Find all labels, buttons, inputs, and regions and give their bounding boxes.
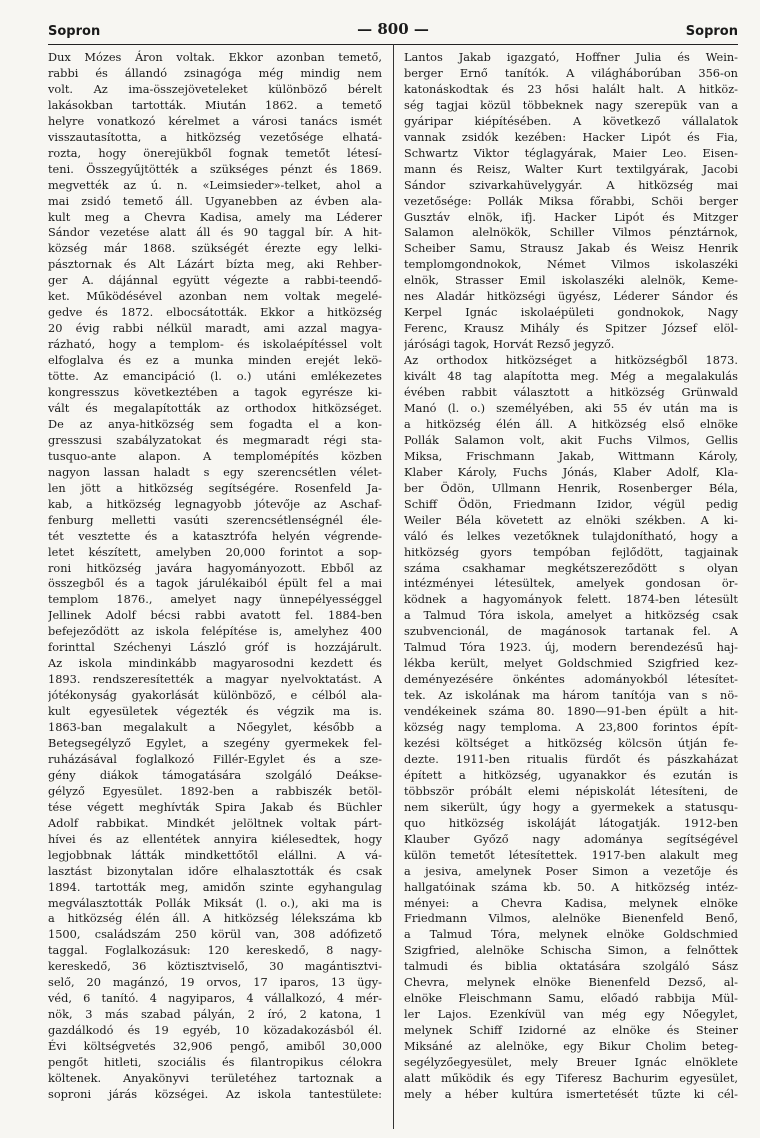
text-line: kereskedő, 36 köztisztviselő, 30 magántisztvi-: [48, 959, 382, 974]
text-line: len jött a hitközség segítségére. Rosenfeld Ja-: [48, 480, 382, 495]
text-line: Chevra, melynek elnöke Bienenfeld Dezső, al-: [404, 975, 738, 990]
text-line: mely a héber kultúra ismertetését tűzte ki cél-: [404, 1086, 738, 1101]
text-line: Lantos Jakab igazgató, Hoffner Julia és Wein-: [404, 50, 738, 64]
text-line: templom 1876., amelyet nagy ünnepélyességgel: [48, 592, 382, 607]
text-line: deményezésére önkéntes adományokból létesítet-: [404, 672, 738, 687]
text-line: kezési költséget a hitközség kölcsön útján fe-: [404, 735, 738, 750]
text-line: melynek Schiff Izidorné az elnöke és Steiner: [404, 1023, 738, 1038]
text-line: elfoglalva és ez a munka minden erejét lekö-: [48, 353, 382, 368]
text-line: berger Ernő tanítók. A világháborúban 356-on: [404, 65, 738, 80]
text-line: visszautasította, a hitközség vezetősége elhatá-: [48, 129, 382, 144]
text-line: rabbi és állandó zsinagóga még mindig nem: [48, 65, 382, 80]
text-line: száma csakhamar megkétszereződött s olyan: [404, 560, 738, 575]
text-line: Ferenc, Krausz Mihály és Spitzer József elöl-: [404, 321, 738, 336]
text-line: a Talmud Tóra, melynek elnöke Goldschmied: [404, 927, 738, 942]
text-line: jótékonyság gyakorlását különböző, e célból ala-: [48, 688, 382, 703]
text-line: Jellinek Adolf bécsi rabbi avatott fel. 1884-ben: [48, 608, 382, 623]
text-line: ket. Működésével azonban nem voltak megelé-: [48, 289, 382, 304]
text-line: tése végett meghívták Spira Jakab és Büchler: [48, 799, 382, 814]
text-line: ber Ödön, Ullmann Henrik, Rosenberger Béla,: [404, 480, 738, 495]
text-line: megválasztották Pollák Miksát (l. o.), aki ma is: [48, 895, 382, 910]
text-line: vált és megalapították az orthodox hitközséget.: [48, 400, 382, 415]
text-line: járósági tagok, Horvát Rezső jegyző.: [404, 337, 615, 352]
text-line: szubvencionál, de magánosok tartanak fel. A: [404, 624, 738, 639]
text-line: Sándor szivarkahüvelygyár. A hitközség mai: [404, 177, 738, 192]
text-line: Szigfried, alelnöke Schischa Simon, a felnőttek: [404, 943, 738, 958]
text-line: tek. Az iskolának ma három tanítója van s nö-: [404, 688, 738, 703]
text-line: mann és Reisz, Walter Kurt textilgyárak, Jacobi: [404, 161, 738, 176]
text-line: Az iskola mindinkább magyarosodni kezdett és: [48, 656, 382, 671]
text-line: vannak zsidók kezében: Hacker Lipót és Fia,: [404, 129, 738, 144]
text-line: roni hitközség javára hagyományozott. Ebből az: [48, 560, 382, 575]
text-line: intézményei létesültek, amelyek gondosan ör-: [404, 576, 738, 591]
text-line: helyre vonatkozó kérelmet a városi tanács ismét: [48, 113, 382, 128]
text-line: gedve és 1872. elbocsátották. Ekkor a hitközség: [48, 305, 382, 320]
text-line: kult meg a Chevra Kadisa, amely ma Léderer: [48, 209, 382, 224]
text-line: Évi költségvetés 32,906 pengő, amiből 30,000: [48, 1039, 382, 1054]
text-line: mai zsidó temető áll. Ugyanebben az évben ala-: [48, 193, 382, 208]
text-line: teni. Összegyűjtötték a szükséges pénzt és 1869.: [48, 161, 382, 176]
text-line: befejeződött az iskola felépítése is, amelyhez 400: [48, 624, 382, 639]
text-line: nem sikerült, úgy hogy a gyermekek a statusqu-: [404, 799, 738, 814]
text-line: Klauber Győző nagy adománya segítségével: [404, 831, 738, 846]
text-line: pásztornak és Alt Lázárt bízta meg, aki Rehber-: [48, 257, 382, 272]
text-line: váló és lelkes vezetőknek tulajdonítható, hogy a: [404, 528, 738, 543]
text-line: többször próbált elemi népiskolát létesíteni, de: [404, 783, 738, 798]
text-line: legjobbnak látták mindkettőtől elállni. A vá-: [48, 847, 382, 862]
text-line: költenek. Anyakönyvi területéhez tartoznak a: [48, 1071, 382, 1085]
text-line: kivált 48 tag alapította meg. Még a megalakulás: [404, 369, 738, 384]
left-column: [48, 50, 382, 1128]
text-line: letet készített, amelyben 20,000 forintot a sop-: [48, 544, 382, 559]
text-line: Schwartz Viktor téglagyárak, Maier Leo. Eisen-: [404, 145, 738, 160]
text-line: elnök, Strasser Emil iskolaszéki alelnök, Keme-: [404, 273, 738, 288]
text-line: megvették az ú. n. «Leimsieder»-telket, ahol a: [48, 177, 382, 192]
text-line: templomgondnokok, Német Vilmos iskolaszéki: [404, 257, 738, 272]
right-column: [404, 50, 738, 1128]
text-line: tét vesztette és a katasztrófa helyén végrende-: [48, 528, 382, 543]
text-line: 1863-ban megalakult a Nőegylet, később a: [48, 720, 382, 735]
text-line: talmudi és biblia oktatására szolgáló Sász: [404, 959, 738, 974]
text-line: Pollák Salamon volt, akit Fuchs Vilmos, Gellis: [404, 432, 738, 447]
text-line: gresszusi szabályzatokat és megmaradt régi sta-: [48, 432, 382, 447]
text-line: a Talmud Tóra iskola, amelyet a hitközség csak: [404, 608, 738, 623]
text-line: taggal. Foglalkozásuk: 120 kereskedő, 8 nagy-: [48, 943, 382, 958]
header-right-title: Sopron: [685, 24, 738, 39]
text-line: kult egyesületek végezték és végzik ma is.: [48, 704, 382, 719]
text-line: Az orthodox hitközséget a hitközségből 1873.: [404, 353, 738, 368]
text-line: nök, 3 más szabad pályán, 2 író, 2 katona, 1: [48, 1007, 382, 1022]
text-line: dezte. 1911-ben ritualis fürdőt és pászkaházat: [404, 751, 738, 766]
text-line: quo hitközség iskoláját látogatják. 1912-ben: [404, 815, 738, 830]
text-line: évében rabbit választott a hitközség Grünwald: [404, 385, 738, 400]
text-line: a hitközség élén áll. A hitközség lélekszáma kb: [48, 911, 382, 926]
text-line: ruházásával foglalkozó Fillér-Egylet és a sze-: [48, 751, 382, 766]
text-line: Dux Mózes Áron voltak. Ekkor azonban temető,: [48, 50, 382, 64]
page-number: — 800 —: [357, 20, 429, 38]
text-line: Salamon alelnökök, Schiller Vilmos pénztárnok,: [404, 225, 738, 240]
text-line: gazdálkodó és 19 egyéb, 10 közadakozásból él.: [48, 1023, 382, 1038]
header-left-title: Sopron: [48, 24, 101, 39]
text-line: gélyző Egyesület. 1892-ben a rabbiszék betöl-: [48, 783, 382, 798]
text-line: ger A. dájánnal együtt végezte a rabbi-teendő-: [48, 273, 382, 288]
text-line: Miksáné az alelnöke, egy Bikur Cholim beteg-: [404, 1039, 738, 1054]
text-line: véd, 6 tanító. 4 nagyiparos, 4 vállalkozó, 4 mér-: [48, 991, 382, 1006]
text-line: külön temetőt létesítettek. 1917-ben alakult meg: [404, 847, 738, 862]
text-line: Friedmann Vilmos, alelnöke Bienenfeld Benő,: [404, 911, 738, 926]
text-line: a jesiva, amelynek Poser Simon a vezetője és: [404, 863, 738, 878]
text-line: Adolf rabbikat. Mindkét jelöltnek voltak párt-: [48, 815, 382, 830]
text-line: Betegsegélyző Egylet, a szegény gyermekek fel-: [48, 735, 382, 750]
text-line: katonáskodtak és 23 hősi halált halt. A hitköz-: [404, 81, 738, 96]
text-line: hívei és az ellentétek annyira kiélesedtek, hogy: [48, 831, 382, 846]
text-line: Weiler Béla követett az elnöki székben. A ki-: [404, 512, 738, 527]
text-line: gyáripar kiépítésében. A következő vállalatok: [404, 113, 738, 128]
text-line: ség tagjai közül többeknek nagy szerepük van a: [404, 97, 738, 112]
text-line: 1500, családszám 250 körül van, 308 adófizető: [48, 927, 382, 942]
text-line: hitközség gyors tempóban fejlődött, tagjainak: [404, 544, 738, 559]
text-line: kab, a hitközség legnagyobb jótevője az Aschaf-: [48, 496, 382, 511]
text-line: Klaber Károly, Fuchs Jónás, Klaber Adolf, Kla-: [404, 464, 738, 479]
text-line: 20 évig rabbi nélkül maradt, ami azzal magya-: [48, 321, 382, 336]
text-line: selő, 20 magánzó, 19 orvos, 17 iparos, 13 ügy-: [48, 975, 382, 990]
column-divider: [393, 44, 394, 1129]
text-line: Scheiber Samu, Strausz Jakab és Weisz Henrik: [404, 241, 738, 256]
text-line: pengőt hitleti, szociális és filantropikus célokra: [48, 1055, 382, 1070]
text-line: vendékeinek száma 80. 1890—91-ben épült a hit-: [404, 704, 738, 719]
text-line: Manó (l. o.) személyében, aki 55 év után ma is: [404, 400, 738, 415]
text-line: Kerpel Ignác iskolaépületi gondnokok, Nagy: [404, 305, 738, 320]
running-header: [48, 20, 738, 42]
text-line: gény diákok támogatására szolgáló Deákse-: [48, 767, 382, 782]
text-line: forinttal Széchenyi László gróf is hozzájárult.: [48, 640, 382, 655]
text-line: fenburg melletti vasúti szerencsétlenségnél éle-: [48, 512, 382, 527]
text-line: Talmud Tóra 1923. új, modern berendezésű haj-: [404, 640, 738, 655]
text-line: nagyon lassan haladt s egy szerencsétlen vélet-: [48, 464, 382, 479]
text-line: volt. Az ima-összejöveteleket különböző bérelt: [48, 81, 382, 96]
text-line: alatt működik és egy Tiferesz Bachurim egyesület,: [404, 1071, 738, 1085]
text-line: elnöke Fleischmann Samu, előadó rabbija Mül-: [404, 991, 738, 1006]
text-line: nes Aladár hitközségi ügyész, Léderer Sándor és: [404, 289, 738, 304]
text-line: tötte. Az emancipáció (l. o.) utáni emlékezetes: [48, 369, 382, 384]
text-line: 1893. rendszeresítették a magyar nyelvoktatást. A: [48, 672, 382, 687]
text-line: segélyzőegyesület, mely Breuer Ignác elnöklete: [404, 1055, 738, 1070]
text-line: Miksa, Frischmann Jakab, Wittmann Károly,: [404, 448, 738, 463]
text-line: község már 1868. szükségét érezte egy lelki-: [48, 241, 382, 256]
text-line: Sándor vezetése alatt áll és 90 taggal bír. A hit-: [48, 225, 382, 240]
text-line: rozta, hogy önerejükből fognak temetőt létesí-: [48, 145, 382, 160]
text-line: soproni járás községei. Az iskola tantestülete:: [48, 1086, 382, 1101]
text-line: kongresszus következtében a tagok egyrésze ki-: [48, 385, 382, 400]
text-line: hallgatóinak száma kb. 50. A hitközség intéz-: [404, 879, 738, 894]
text-line: rázható, hogy a templom- és iskolaépítéssel volt: [48, 337, 382, 352]
text-line: Schiff Ödön, Friedmann Izidor, végül pedig: [404, 496, 738, 511]
text-line: tusquo-ante alapon. A templomépítés közben: [48, 448, 382, 463]
text-line: 1894. tartották meg, amidőn szinte egyhangulag: [48, 879, 382, 894]
text-line: lakásokban tartották. Miután 1862. a temető: [48, 97, 382, 112]
text-line: Gusztáv elnök, ifj. Hacker Lipót és Mitzger: [404, 209, 738, 224]
text-line: vezetősége: Pollák Miksa főrabbi, Schöi berger: [404, 193, 738, 208]
text-line: épített a hitközség, ugyanakkor és ezután is: [404, 767, 738, 782]
text-line: összegből és a tagok járulékaiból épült fel a mai: [48, 576, 382, 591]
text-line: a hitközség élén áll. A hitközség első elnöke: [404, 416, 738, 431]
text-line: ler Lajos. Ezenkívül van még egy Nőegylet,: [404, 1007, 738, 1022]
text-line: lékba került, melyet Goldschmied Szigfried kez-: [404, 656, 738, 671]
text-line: De az anya-hitközség sem fogadta el a kon-: [48, 416, 382, 431]
text-line: lasztást bizonytalan időre elhalasztották és csak: [48, 863, 382, 878]
text-line: ményei: a Chevra Kadisa, melynek elnöke: [404, 895, 738, 910]
text-line: ködnek a hagyományok felett. 1874-ben létesült: [404, 592, 738, 607]
text-line: község nagy temploma. A 23,800 forintos épít-: [404, 720, 738, 735]
